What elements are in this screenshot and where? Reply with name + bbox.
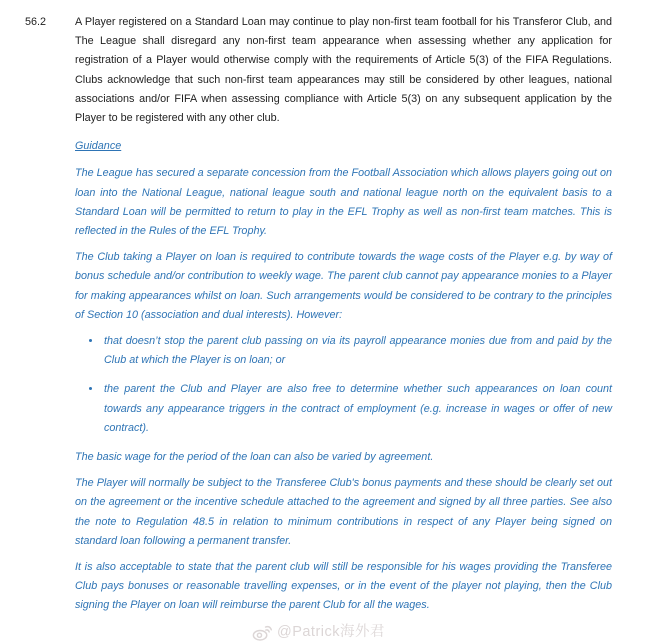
watermark-handle: @Patrick海外君: [276, 623, 386, 640]
clause-number: 56.2: [25, 16, 47, 28]
guidance-paragraph-basic-wage: The basic wage for the period of the loan can also be varied by agreement.: [75, 451, 434, 464]
clause-56-2: [25, 13, 612, 128]
clause-text: A Player registered on a Standard Loan may continue to play non-first team football for his Transferor Club, and The League shall disregard any non-first team appearance when assessing whether any application for registration of a Player would otherwise comply with the requirements of Article 5(3) of the FIFA Regulations. Clubs acknowledge that such non-first team appearances may still be considered by other leagues, national associations and/or FIFA when assessing compliance with Article 5(3) on any subsequent application by the Player to be registered with any other club.: [75, 16, 612, 125]
bullet-item-payroll: • that doesn’t stop the parent club passing on via its payroll appearance monies due from and paid by the Club at which the Player is on loan; or: [102, 332, 612, 370]
guidance-paragraph-bonus-payments: The Player will normally be subject to the Transferee Club's bonus payments and these should be clearly set out on the agreement or the incentive schedule attached to the agreement and signed by all three parties. See also the note to Regulation 48.5 in relation to minimum contributions in respect of any Player being signed on standard loan following a permanent transfer.: [75, 477, 612, 547]
guidance-bullet-list: [75, 332, 612, 438]
guidance-heading: Guidance: [75, 140, 122, 153]
guidance-paragraph-concession: The League has secured a separate concession from the Football Association which allows players going out on loan into the National League, national league south and national league north on the equivalent basis to a Standard Loan will be permitted to return to play in the EFL Trophy as well as non-first team matches. This is reflected in the Rules of the EFL Trophy.: [75, 167, 612, 238]
watermark: [25, 623, 612, 642]
weibo-icon: [252, 624, 273, 641]
guidance-paragraph-wage-contribution: The Club taking a Player on loan is required to contribute towards the wage costs of the Player e.g. by way of bonus schedule and/or contribution to weekly wage. The parent club cannot pay appearance monies to a Player for making appearances whilst on loan. Such arrangements would be considered to be contrary to the principles of Section 10 (association and dual interests). However:: [75, 251, 612, 321]
guidance-paragraph-parent-club-wages: It is also acceptable to state that the parent club will still be responsible for his wages providing the Transferee Club pays bonuses or reasonable travelling expenses, or in the event of the player not playing, then the Club signing the Player on loan will reimburse the parent Club for all the wages.: [75, 561, 612, 612]
bullet-item-appearance-triggers: • the parent the Club and Player are also free to determine whether such appearances on loan count towards any appearance triggers in the contract of employment (e.g. increase in wages or offer of new contract).: [102, 380, 612, 438]
guidance-section: [75, 137, 612, 615]
